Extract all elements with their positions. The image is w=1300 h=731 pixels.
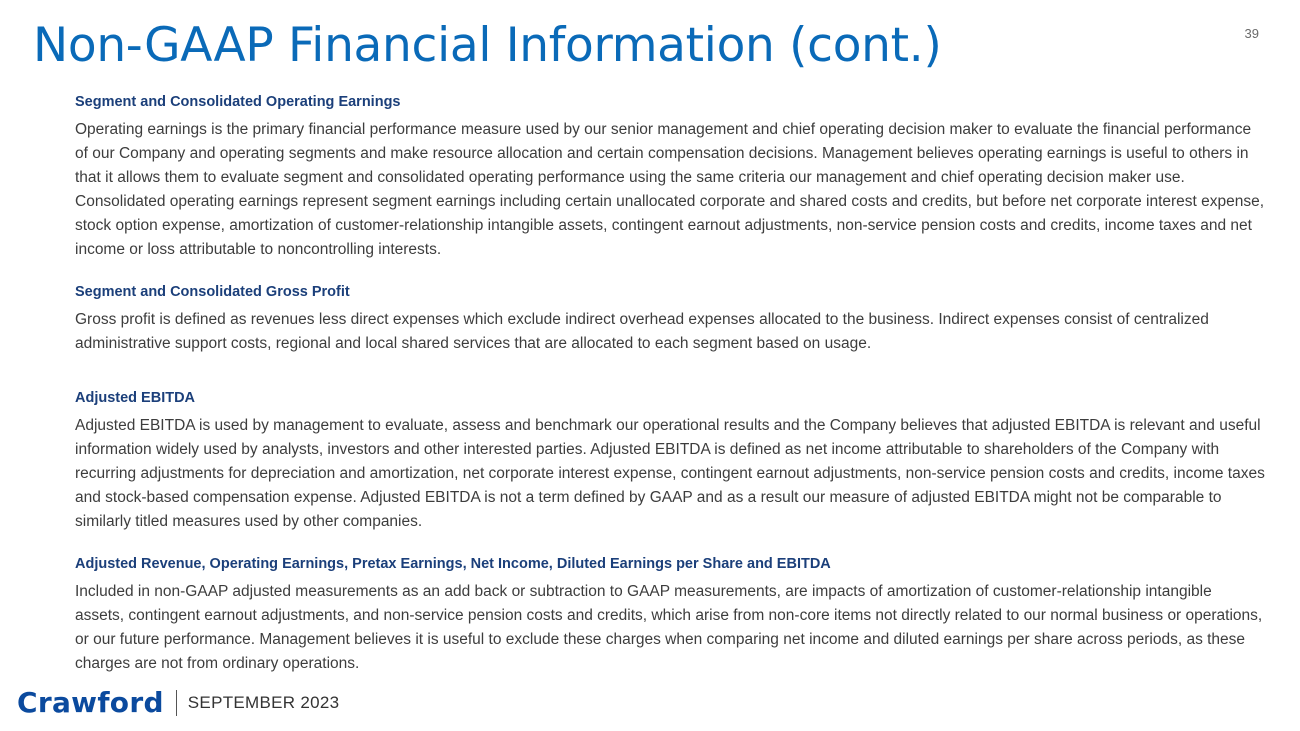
page-number: 39 <box>1244 26 1259 41</box>
section-body: Adjusted EBITDA is used by management to evaluate, assess and benchmark our operational results and the Company believes that adjusted EBITDA is relevant and useful information widely used by analysts, investors and other interested parties. Adjusted EBITDA is defined as net income attributable to shareholders of the Company with recurring adjustments for depreciation and amortization, net corporate interest expense, contingent earnout adjustments, non-service pension costs and credits, income taxes and stock-based compensation expense. Adjusted EBITDA is not a term defined by GAAP and as a result our measure of adjusted EBITDA might not be comparable to similarly titled measures used by other companies. <box>75 417 1265 530</box>
section-heading: Adjusted EBITDA <box>75 390 196 406</box>
footer-date: SEPTEMBER 2023 <box>187 693 340 712</box>
footer <box>17 686 339 720</box>
section-adjusted-measures <box>75 554 1265 676</box>
section-adjusted-ebitda <box>75 388 1265 534</box>
footer-divider <box>176 690 177 716</box>
section-gross-profit <box>75 282 1265 356</box>
section-operating-earnings <box>75 92 1265 262</box>
section-body: Operating earnings is the primary financial performance measure used by our senior management and chief operating decision maker to evaluate the financial performance of our Company and operating segments and make resource allocation and certain compensation decisions. Management believes operating earnings is useful to others in that it allows them to evaluate segment and consolidated operating performance using the same criteria our management and chief operating decision maker use. Consolidated operating earnings represent segment earnings including certain unallocated corporate and shared costs and credits, but before net corporate interest expense, stock option expense, amortization of customer-relationship intangible assets, contingent earnout adjustments, non-service pension costs and credits, income taxes and net income or loss attributable to noncontrolling interests. <box>75 121 1265 258</box>
section-heading: Segment and Consolidated Gross Profit <box>75 284 350 300</box>
slide-title: Non-GAAP Financial Information (cont.) <box>33 18 942 73</box>
logo-text: Crawford <box>17 686 164 719</box>
section-heading: Adjusted Revenue, Operating Earnings, Pretax Earnings, Net Income, Diluted Earnings per Share and EBITDA <box>75 556 831 572</box>
section-body: Included in non-GAAP adjusted measurements as an add back or subtraction to GAAP measurements, are impacts of amortization of customer-relationship intangible assets, contingent earnout adjustments, and non-service pension costs and credits, which arise from non-core items not directly related to our normal business or operations, or our future performance. Management believes it is useful to exclude these charges when comparing net income and diluted earnings per share across periods, as these charges are not from ordinary operations. <box>75 583 1263 672</box>
section-heading: Segment and Consolidated Operating Earnings <box>75 94 401 110</box>
section-body: Gross profit is defined as revenues less direct expenses which exclude indirect overhead expenses allocated to the business. Indirect expenses consist of centralized administrative support costs, regional and local shared services that are allocated to each segment based on usage. <box>75 311 1209 352</box>
crawford-logo <box>17 686 164 720</box>
